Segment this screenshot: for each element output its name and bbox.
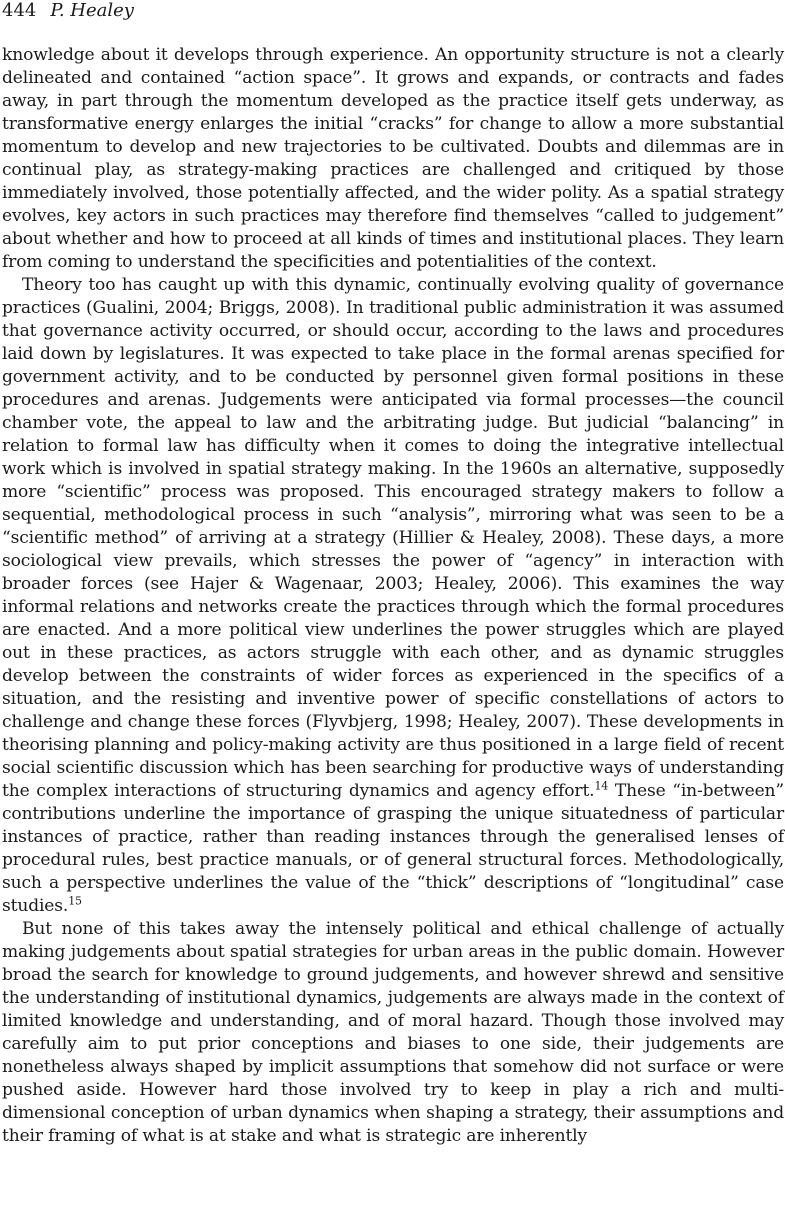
paragraph-2 (2, 274, 784, 918)
running-header (2, 0, 784, 26)
footnote-marker-14[interactable]: 14 (594, 779, 609, 793)
paragraph-1: knowledge about it develops through experience. An opportunity structure is not a clearly delineated and contained “action space”. It grows and expands, or contracts and fades away, in part through the momentum developed as the practice itself gets underway, as transformative energy enlarges the initial “cracks” for change to allow a more substantial momentum to develop and new trajectories to be cultivated. Doubts and dilemmas are in continual play, as strategy-making practices are challenged and critiqued by those immediately involved, those potentially affected, and the wider polity. As a spatial strategy evolves, key actors in such practices may therefore find themselves “called to judgement” about whether and how to proceed at all kinds of times and institutional places. They learn from coming to understand the specificities and potentialities of the context. (2, 45, 784, 272)
footnote-marker-15[interactable]: 15 (68, 894, 82, 908)
paragraph-2-text-b: These “in-between” contributions underline the importance of grasping the unique situatedness of particular instances of practice, rather than reading instances through the generalised lenses of procedural rules, best practice manuals, or of general structural forces. Methodologically, such a perspective underlines the value of the “thick” descriptions of “longitudinal” case studies. (2, 781, 784, 916)
paragraph-2-text-a: Theory too has caught up with this dynamic, continually evolving quality of governance practices (Gualini, 2004; Briggs, 2008). In traditional public administration it was assumed that governance activity occurred, or should occur, according to the laws and procedures laid down by legislatures. It was expected to take place in the formal arenas specified for government activity, and to be conducted by personnel given formal positions in these procedures and arenas. Judgements were anticipated via formal processes—the council chamber vote, the appeal to law and the arbitrating judge. But judicial “balancing” in relation to formal law has difficulty when it comes to doing the integrative intellectual work which is involved in spatial strategy making. In the 1960s an alternative, supposedly more “scientific” process was proposed. This encouraged strategy makers to follow a sequential, methodological process in such “analysis”, mirroring what was seen to be a “scientific method” of arriving at a strategy (Hillier & Healey, 2008). These days, a more sociological view prevails, which stresses the power of “agency” in interaction with broader forces (see Hajer & Wagenaar, 2003; Healey, 2006). This examines the way informal relations and networks create the practices through which the formal procedures are enacted. And a more political view underlines the power struggles which are played out in these practices, as actors struggle with each other, and as dynamic struggles develop between the constraints of wider forces as experienced in the specifics of a situation, and the resisting and inventive power of specific constellations of actors to challenge and change these forces (Flyvbjerg, 1998; Healey, 2007). These developments in theorising planning and policy-making activity are thus positioned in a large field of recent social scientific discussion which has been searching for productive ways of understanding the complex interactions of structuring dynamics and agency effort. (2, 275, 784, 801)
running-author: P. Healey (50, 0, 134, 21)
body-text (2, 44, 784, 1148)
page-number: 444 (2, 0, 37, 21)
paragraph-3: But none of this takes away the intensely political and ethical challenge of actually making judgements about spatial strategies for urban areas in the public domain. However broad the search for knowledge to ground judgements, and however shrewd and sensitive the understanding of institutional dynamics, judgements are always made in the context of limited knowledge and understanding, and of moral hazard. Though those involved may carefully aim to put prior conceptions and biases to one side, their judgements are nonetheless always shaped by implicit assumptions that somehow did not surface or were pushed aside. However hard those involved try to keep in play a rich and multi-dimensional conception of urban dynamics when shaping a strategy, their assumptions and their framing of what is at stake and what is strategic are inherently (2, 919, 784, 1146)
